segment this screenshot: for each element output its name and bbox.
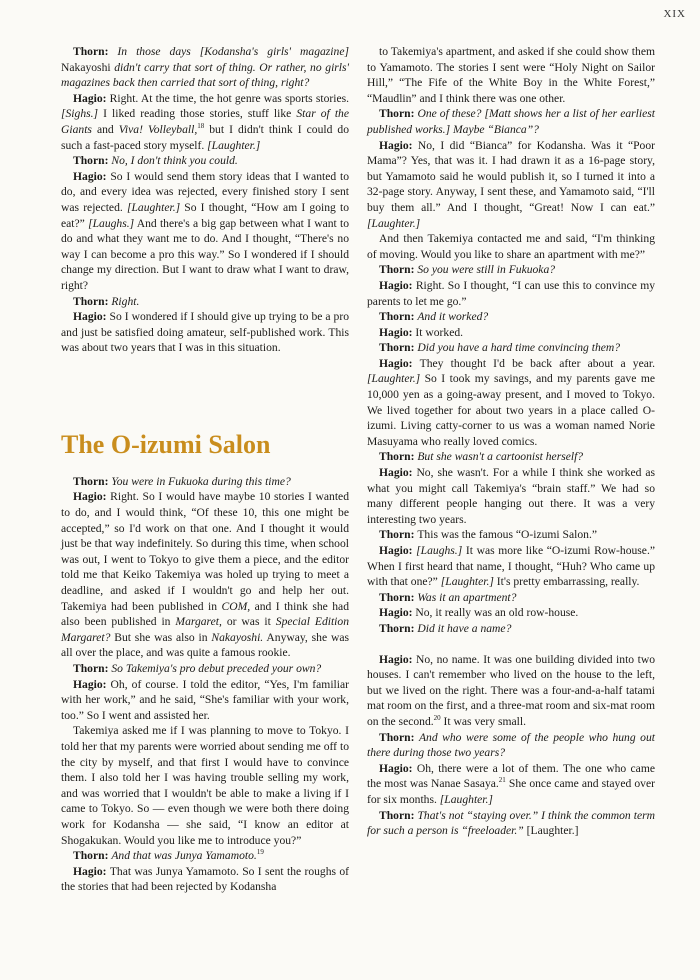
- speaker-name: Hagio:: [73, 677, 111, 691]
- body-text: Right. So I would have maybe 10 stories I wanted to do, and I would think, “Of these 10, this one might be accepted,” so I'd work on that one. And I thought it would just be that way indefinitely. So during this time, when school was out, I went to Tokyo to give them a piece, and the editor told me that Keiko Takemiya was holed up trying to meet a deadline, and asked if I wouldn't go and help her out. Takemiya had been published in: [61, 490, 349, 613]
- speaker-name: Thorn:: [379, 528, 418, 542]
- body-text: So I would send them story ideas that I wanted to do, and every idea was rejected, every finished story I sent was rejected.: [61, 169, 350, 214]
- interview-paragraph: [367, 106, 655, 137]
- body-text: But she was also in: [110, 630, 212, 644]
- italic-text: One of these? [Matt shows her a list of her earliest published works.] Maybe “Bianca”?: [367, 107, 655, 136]
- speaker-name: Hagio:: [73, 864, 110, 878]
- interview-paragraph: [61, 723, 349, 848]
- right-column: [367, 44, 655, 839]
- body-text: No, I did “Bianca” for Kodansha. Was it “Poor Mama”? Yes, that was it. I had drawn it as a 16-page story, but Yamamoto said he would publish it, so I turned it into a 32-page story. Anyway, I sent these, and Yamamoto said, “I'll buy them all.” And I thought, “Great! Now I can eat.”: [367, 138, 655, 214]
- italic-text: [Laughs.]: [88, 216, 135, 230]
- body-text: It worked.: [415, 325, 464, 339]
- body-text: No, she wasn't. For a while I think she worked as what you might call Takemiya's “brain staff.” We had so many different people hanging out there. It was a very interesting two years.: [367, 466, 655, 526]
- body-text: And then Takemiya contacted me and said, “I'm thinking of moving. Would you like to share an apartment with me?”: [367, 232, 655, 261]
- interview-paragraph: [367, 449, 655, 465]
- interview-paragraph: [367, 231, 655, 262]
- speaker-name: Thorn:: [379, 310, 418, 324]
- body-text: to Takemiya's apartment, and asked if she could show them to Yamamoto. The stories I sent were “Holy Night on Sailor Hill,” “The Fife of the White Boy in the White Forest,” “Maudlin” and I think there was one other.: [367, 45, 655, 105]
- interview-paragraph: [367, 730, 655, 761]
- interview-paragraph: [367, 590, 655, 606]
- speaker-name: Hagio:: [379, 278, 416, 292]
- speaker-name: Thorn:: [379, 808, 418, 822]
- italic-text: That's not “staying over.” I think the common term for such a person is “freeloader.”: [367, 808, 655, 838]
- speaker-name: Hagio:: [73, 310, 110, 324]
- italic-text: [Laughter.]: [126, 200, 181, 214]
- italic-text: [Sighs.]: [61, 107, 99, 121]
- interview-paragraph: [367, 278, 655, 309]
- italic-text: [Laughs.]: [416, 544, 463, 557]
- italic-text: In those days [Kodansha's girls' magazine]: [117, 45, 349, 58]
- speaker-name: Hagio:: [379, 606, 416, 620]
- italic-text: [Laughter.]: [207, 138, 261, 152]
- italic-text: didn't carry that sort of thing. Or rather, no girls' magazines back then carried that sort of thing, right?: [61, 60, 350, 90]
- speaker-name: Hagio:: [379, 138, 418, 152]
- italic-text: You were in Fukuoka during this time?: [111, 474, 291, 488]
- interview-paragraph: [367, 808, 655, 839]
- body-text: Right. At the time, the hot genre was sports stories.: [109, 91, 350, 105]
- italic-text: Did it have a name?: [417, 621, 512, 635]
- body-text: That was Junya Yamamoto. So I sent the roughs of the stories that had been rejected by Kodansha: [61, 864, 349, 894]
- interview-paragraph: [367, 262, 655, 278]
- interview-paragraph: [61, 489, 349, 661]
- footnote-marker: 19: [256, 848, 264, 857]
- right-column-top: [367, 44, 655, 637]
- interview-paragraph: [61, 44, 349, 91]
- interview-paragraph: [61, 309, 349, 356]
- speaker-name: Hagio:: [379, 356, 420, 370]
- speaker-name: Hagio:: [73, 91, 110, 105]
- speaker-name: Thorn:: [73, 294, 112, 308]
- italic-text: Did you have a hard time convincing them?: [417, 341, 621, 355]
- body-text: Takemiya asked me if I was planning to move to Tokyo. I told her that my parents were worried about sending me off to the city by myself, and that first I would have to convince them. I also told her I was having trouble selling my work, and was worried that I wouldn't be able to make a living if I came to Tokyo. So — even though we were both there doing work for Kodansha — she said, “I know an editor at Shogakukan. Would you like me to introduce you?”: [61, 724, 349, 847]
- footnote-marker: 20: [433, 714, 441, 723]
- interview-paragraph: [367, 325, 655, 341]
- interview-paragraph: [367, 621, 655, 637]
- interview-paragraph: [61, 169, 349, 294]
- body-text: They thought I'd be back after about a year.: [419, 356, 655, 370]
- footnote-marker: 18: [197, 122, 205, 131]
- interview-paragraph: [367, 543, 655, 590]
- interview-paragraph: [367, 605, 655, 621]
- interview-paragraph: [367, 309, 655, 325]
- italic-text: Viva! Volleyball,: [118, 122, 198, 136]
- speaker-name: Hagio:: [379, 466, 417, 480]
- interview-paragraph: [367, 527, 655, 543]
- interview-paragraph: [61, 294, 349, 310]
- italic-text: COM,: [221, 599, 251, 613]
- body-text: Right. So I thought, “I can use this to convince my parents to let me go.”: [367, 278, 656, 308]
- interview-paragraph: [367, 44, 655, 106]
- interview-paragraph: [61, 677, 349, 724]
- body-text: So I wondered if I should give up trying to be a pro and just be satisfied doing amateur, self-published work. This was about two years that I was in this situation.: [61, 310, 349, 355]
- speaker-name: Thorn:: [73, 154, 112, 168]
- italic-text: And that was Junya Yamamoto.: [111, 849, 257, 863]
- body-text: Oh, of course. I told the editor, “Yes, I'm familiar with her work,” and he said, “She's familiar with your work, too.” So I went and assisted her.: [61, 677, 349, 722]
- interview-paragraph: [61, 864, 349, 895]
- left-column-bottom: [61, 474, 349, 895]
- interview-paragraph: [367, 138, 655, 232]
- body-text: This was the famous “O-izumi Salon.”: [417, 528, 598, 542]
- section-heading: The O-izumi Salon: [61, 429, 271, 459]
- footnote-marker: 21: [498, 776, 506, 785]
- body-text: So I thought, “How am I going to eat?”: [61, 200, 349, 230]
- page-number: XIX: [663, 8, 686, 20]
- speaker-name: Thorn:: [379, 590, 418, 604]
- speaker-name: Hagio:: [379, 761, 417, 775]
- italic-text: And it worked?: [417, 310, 489, 324]
- speaker-name: Thorn:: [73, 849, 112, 863]
- italic-text: Right.: [111, 294, 140, 308]
- speaker-name: Hagio:: [379, 544, 417, 557]
- speaker-name: Thorn:: [379, 450, 418, 464]
- body-text: and I think she had also been published in: [61, 599, 349, 629]
- speaker-name: Thorn:: [379, 621, 418, 635]
- italic-text: Was it an apartment?: [417, 590, 517, 604]
- body-text: No, no name. It was one building divided into two houses. I can't remember who lived on the house to the left, but we lived on the right. There was a four-and-a-half tatami mat room on the first, and a three-mat room and six-mat room on the second.: [367, 652, 655, 728]
- body-text: or was it: [221, 615, 276, 629]
- italic-text: So Takemiya's pro debut preceded your own?: [111, 662, 322, 675]
- body-text: And there's a big gap between what I want to do and what they want me to do. And I thought, “There's no way I can become a pro this way.” So I wondered if I should change my direction. But I want to draw what I want to draw, right?: [61, 216, 350, 292]
- interview-paragraph: [61, 848, 349, 864]
- body-text: but I didn't think I could do such a fast-paced story myself.: [61, 122, 349, 152]
- body-text: I liked reading those stories, stuff like: [98, 107, 297, 121]
- left-column: [61, 44, 349, 895]
- interview-paragraph: [367, 652, 655, 730]
- interview-paragraph: [367, 356, 655, 450]
- speaker-name: Thorn:: [379, 263, 418, 277]
- italic-text: So you were still in Fukuoka?: [417, 263, 556, 277]
- interview-paragraph: [367, 465, 655, 527]
- speaker-name: Thorn:: [379, 341, 418, 355]
- speaker-name: Thorn:: [73, 662, 112, 675]
- body-text: It was more like “O-izumi Row-house.” When I first heard that name, I thought, “Huh? Who came up with that one?”: [367, 544, 655, 589]
- speaker-name: Hagio:: [73, 490, 111, 504]
- interview-paragraph: [367, 761, 655, 808]
- italic-text: Nakayoshi.: [211, 630, 264, 644]
- body-text: Anyway, she was all over the place, and was quite a famous rookie.: [61, 630, 349, 660]
- italic-text: Margaret,: [175, 615, 222, 629]
- body-text: No, it really was an old row-house.: [415, 606, 579, 620]
- body-text: She once came and stayed over for six months.: [367, 777, 655, 806]
- italic-text: [Laughter.]: [439, 792, 493, 806]
- italic-text: And who were some of the people who hung out there during those two years?: [367, 730, 655, 760]
- speaker-name: Hagio:: [379, 325, 416, 339]
- speaker-name: Thorn:: [73, 474, 112, 488]
- interview-paragraph: [61, 474, 349, 490]
- speaker-name: Thorn:: [379, 730, 419, 744]
- interview-paragraph: [61, 91, 349, 153]
- italic-text: No, I don't think you could.: [111, 154, 238, 168]
- italic-text: [Laughter.]: [367, 216, 421, 230]
- speaker-name: Hagio:: [73, 169, 111, 183]
- left-column-top: [61, 44, 349, 356]
- italic-text: [Laughter.]: [440, 575, 494, 589]
- body-text: It was very small.: [440, 714, 526, 728]
- body-text: It's pretty embarrassing, really.: [493, 575, 640, 589]
- body-text: So I took my savings, and my parents gave me 10,000 yen as a going-away present, and I moved to Tokyo. We lived together for about two years in a place called O-izumi. Living catty-corner to us was a woman named Norie Masuyama who really loved comics.: [367, 372, 655, 448]
- interview-paragraph: [61, 661, 349, 677]
- interview-paragraph: [61, 153, 349, 169]
- interview-paragraph: [367, 340, 655, 356]
- speaker-name: Hagio:: [379, 652, 417, 666]
- italic-text: [Laughter.]: [367, 372, 421, 386]
- body-text: Nakayoshi: [61, 60, 115, 74]
- speaker-name: Thorn:: [73, 45, 118, 58]
- speaker-name: Thorn:: [379, 107, 418, 121]
- right-column-bottom: [367, 652, 655, 839]
- body-text: [Laughter.]: [523, 824, 579, 838]
- italic-text: But she wasn't a cartoonist herself?: [417, 450, 584, 464]
- italic-text: Star of the Giants: [61, 107, 349, 136]
- body-text: and: [91, 122, 119, 136]
- body-text: Oh, there were a lot of them. The one who came the most was Nanae Sasaya.: [367, 761, 655, 791]
- italic-text: Special Edition Margaret?: [61, 615, 349, 644]
